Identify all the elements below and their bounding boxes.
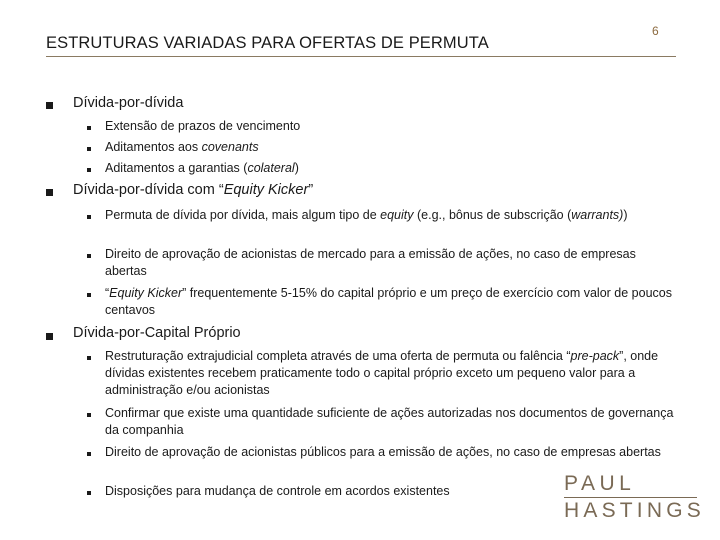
- sub-bullet-marker: [87, 126, 91, 130]
- sub-bullet-marker: [87, 413, 91, 417]
- section-heading: Dívida-por-dívida com “Equity Kicker”: [73, 182, 314, 198]
- list-item: Restruturação extrajudicial completa através de uma oferta de permuta ou falência “pre-pack”, onde dívidas existentes recebem praticamente todo o capital próprio exceto um pequeno valor para a administração e/ou acionistas: [105, 349, 659, 397]
- list-item: Disposições para mudança de controle em acordos existentes: [105, 484, 450, 498]
- logo-line-2: HASTINGS: [564, 499, 705, 522]
- sub-bullet-marker: [87, 452, 91, 456]
- list-item: Confirmar que existe uma quantidade suficiente de ações autorizadas nos documentos de governança da companhia: [105, 406, 674, 437]
- sub-bullet-marker: [87, 254, 91, 258]
- page-number: 6: [652, 24, 659, 38]
- list-item: Permuta de dívida por dívida, mais algum tipo de equity (e.g., bônus de subscrição (warrants)): [105, 208, 628, 222]
- section-heading: Dívida-por-dívida: [73, 95, 184, 111]
- logo-divider: [564, 497, 697, 498]
- sub-bullet-marker: [87, 168, 91, 172]
- list-item: Aditamentos aos covenants: [105, 140, 259, 154]
- list-item: Aditamentos a garantias (colateral): [105, 161, 299, 175]
- sub-bullet-marker: [87, 356, 91, 360]
- sub-bullet-marker: [87, 215, 91, 219]
- logo-line-1: PAUL: [564, 472, 636, 495]
- slide-title: ESTRUTURAS VARIADAS PARA OFERTAS DE PERMUTA: [46, 34, 489, 52]
- sub-bullet-marker: [87, 147, 91, 151]
- section-heading: Dívida-por-Capital Próprio: [73, 325, 241, 341]
- list-item: Direito de aprovação de acionistas públicos para a emissão de ações, no caso de empresas abertas: [105, 445, 661, 459]
- list-item: “Equity Kicker” frequentemente 5-15% do capital próprio e um preço de exercício com valor de poucos centavos: [105, 286, 672, 317]
- sub-bullet-marker: [87, 293, 91, 297]
- bullet-marker: [46, 333, 53, 340]
- list-item: Extensão de prazos de vencimento: [105, 119, 301, 133]
- bullet-marker: [46, 189, 53, 196]
- sub-bullet-marker: [87, 491, 91, 495]
- paul-hastings-logo: [560, 473, 705, 522]
- bullet-marker: [46, 102, 53, 109]
- list-item: Direito de aprovação de acionistas de mercado para a emissão de ações, no caso de empresas abertas: [105, 247, 636, 278]
